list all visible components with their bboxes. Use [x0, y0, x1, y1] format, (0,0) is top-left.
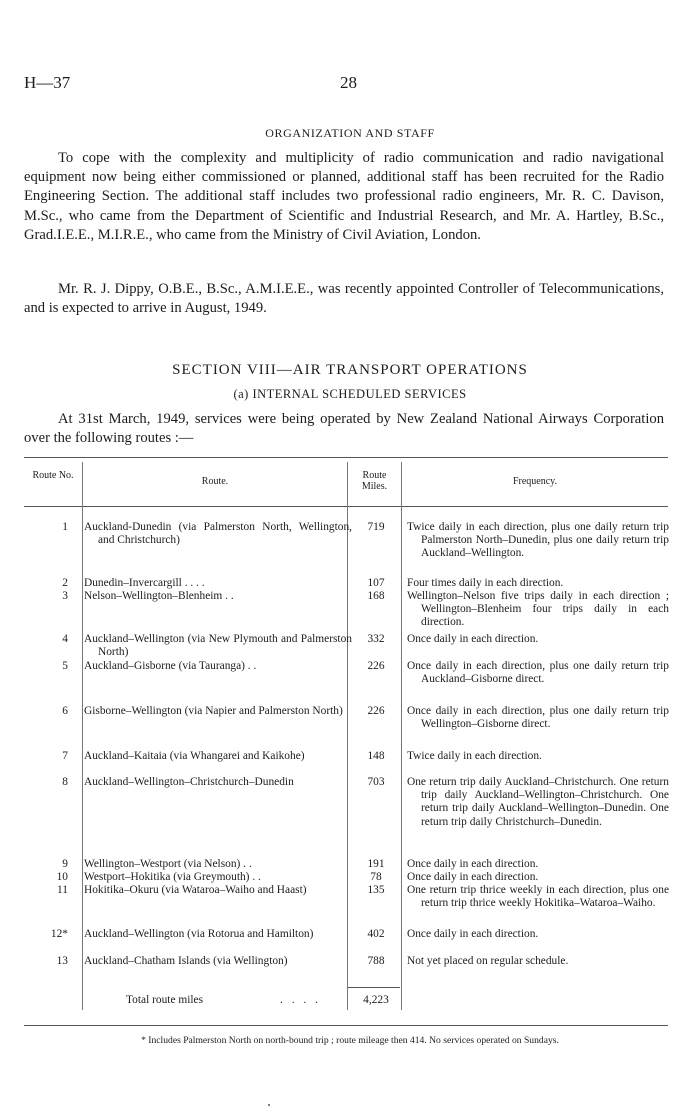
header-route-miles: Route Miles.: [361, 470, 388, 492]
route-frequency: Twice daily in each direction, plus one daily return trip Palmerston North–Dunedin, plus one daily return trip Auckland–Wellington.: [407, 521, 669, 560]
route-name: Wellington–Westport (via Nelson) . .: [84, 858, 252, 870]
route-number: 4: [62, 633, 68, 645]
route-miles: 719: [367, 521, 385, 533]
route-miles: 78: [370, 871, 382, 883]
route-frequency: Once daily in each direction, plus one daily return trip Auckland–Gisborne direct.: [407, 660, 669, 686]
route-frequency: Wellington–Nelson five trips daily in each direction ; Wellington–Blenheim four trips daily in each direction.: [407, 590, 669, 629]
route-miles: 107: [367, 577, 385, 589]
route-frequency: Twice daily in each direction.: [407, 750, 542, 762]
header-route-no: Route No.: [32, 470, 74, 481]
route-number: 11: [57, 884, 68, 896]
total-rule: [348, 987, 400, 988]
column-divider: [82, 462, 83, 1010]
table-bottom-rule: [24, 1025, 668, 1026]
route-frequency: Not yet placed on regular schedule.: [407, 955, 569, 967]
table-footnote: * Includes Palmerston North on north-bound trip ; route mileage then 414. No services operated on Sundays.: [141, 1035, 559, 1046]
route-name: Auckland-Dunedin (via Palmerston North, Wellington, and Christchurch): [84, 521, 352, 547]
route-number: 1: [62, 521, 68, 533]
route-name: Gisborne–Wellington (via Napier and Palmerston North): [84, 705, 343, 717]
route-frequency: One return trip thrice weekly in each direction, plus one return trip thrice weekly Hokitika–Wataroa–Waiho.: [407, 884, 669, 910]
route-frequency: Once daily in each direction, plus one daily return trip Wellington–Gisborne direct.: [407, 705, 669, 731]
route-miles: 226: [367, 705, 385, 717]
route-miles: 788: [367, 955, 385, 967]
route-name: Dunedin–Invercargill . . . .: [84, 577, 205, 589]
subtitle-prefix: (a): [233, 387, 249, 401]
route-miles: 135: [367, 884, 385, 896]
route-name: Auckland–Wellington (via Rotorua and Hamilton): [84, 928, 314, 940]
table-header-rule: [24, 506, 668, 507]
total-leader-dots: . . . .: [280, 994, 321, 1006]
total-label: Total route miles: [126, 994, 204, 1006]
route-number: 3: [62, 590, 68, 602]
route-number: 6: [62, 705, 68, 717]
section-subtitle: [0, 387, 700, 402]
header-route: Route.: [201, 476, 229, 487]
route-number: 5: [62, 660, 68, 672]
route-number: 12*: [50, 928, 68, 940]
route-name: Auckland–Wellington (via New Plymouth and Palmerston North): [84, 633, 352, 659]
route-name: Auckland–Chatham Islands (via Wellington): [84, 955, 288, 967]
route-miles: 168: [367, 590, 385, 602]
total-value: 4,223: [363, 994, 389, 1006]
section-intro: At 31st March, 1949, services were being operated by New Zealand National Airways Corporation over the following routes :—: [24, 411, 664, 447]
route-number: 8: [62, 776, 68, 788]
route-frequency: Once daily in each direction.: [407, 858, 539, 870]
table-top-rule: [24, 457, 668, 458]
route-miles: 191: [367, 858, 385, 870]
organization-paragraph-1: To cope with the complexity and multiplicity of radio communication and radio navigational equipment now being either commissioned or planned, additional staff has been recruited for the Radio Engineering Section. The additional staff includes two professional radio engineers, Mr. R. C. Davison, M.Sc., who came from the Department of Scientific and Industrial Research, and Mr. A. Hartley, B.Sc., Grad.I.E.E., M.I.R.E., who came from the Ministry of Civil Aviation, London.: [24, 150, 664, 243]
route-name: Auckland–Wellington–Christchurch–Dunedin: [84, 776, 294, 788]
subtitle-text: INTERNAL SCHEDULED SERVICES: [252, 387, 467, 401]
route-number: 9: [62, 858, 68, 870]
header-frequency: Frequency.: [512, 476, 558, 487]
route-frequency: One return trip daily Auckland–Christchurch. One return trip daily Auckland–Wellington–Christchurch. One return trip daily Auckland–Wellington–Dunedin. One return trip daily Christchurch–Dunedin.: [407, 776, 669, 828]
route-frequency: Once daily in each direction.: [407, 928, 539, 940]
route-name: Auckland–Gisborne (via Tauranga) . .: [84, 660, 257, 672]
route-miles: 703: [367, 776, 385, 788]
column-divider: [401, 462, 402, 1010]
section-title: SECTION VIII—AIR TRANSPORT OPERATIONS: [172, 362, 528, 378]
document-code: H—37: [24, 73, 71, 92]
route-name: Nelson–Wellington–Blenheim . .: [84, 590, 234, 602]
route-number: 10: [56, 871, 68, 883]
route-number: 2: [62, 577, 68, 589]
route-frequency: Four times daily in each direction.: [407, 577, 564, 589]
page-number: 28: [340, 73, 357, 92]
route-name: Westport–Hokitika (via Greymouth) . .: [84, 871, 261, 883]
route-miles: 332: [367, 633, 385, 645]
route-frequency: Once daily in each direction.: [407, 871, 539, 883]
route-number: 7: [62, 750, 68, 762]
route-name: Auckland–Kaitaia (via Whangarei and Kaikohe): [84, 750, 305, 762]
route-miles: 226: [367, 660, 385, 672]
route-frequency: Once daily in each direction.: [407, 633, 539, 645]
page-header: [0, 73, 700, 95]
route-name: Hokitika–Okuru (via Wataroa–Waiho and Haast): [84, 884, 307, 896]
route-miles: 148: [367, 750, 385, 762]
page-speck: [268, 1104, 270, 1106]
organization-paragraph-2: Mr. R. J. Dippy, O.B.E., B.Sc., A.M.I.E.E., was recently appointed Controller of Telecommunications, and is expected to arrive in August, 1949.: [24, 281, 664, 317]
organization-title: ORGANIZATION AND STAFF: [265, 126, 435, 140]
route-number: 13: [56, 955, 68, 967]
route-miles: 402: [367, 928, 385, 940]
